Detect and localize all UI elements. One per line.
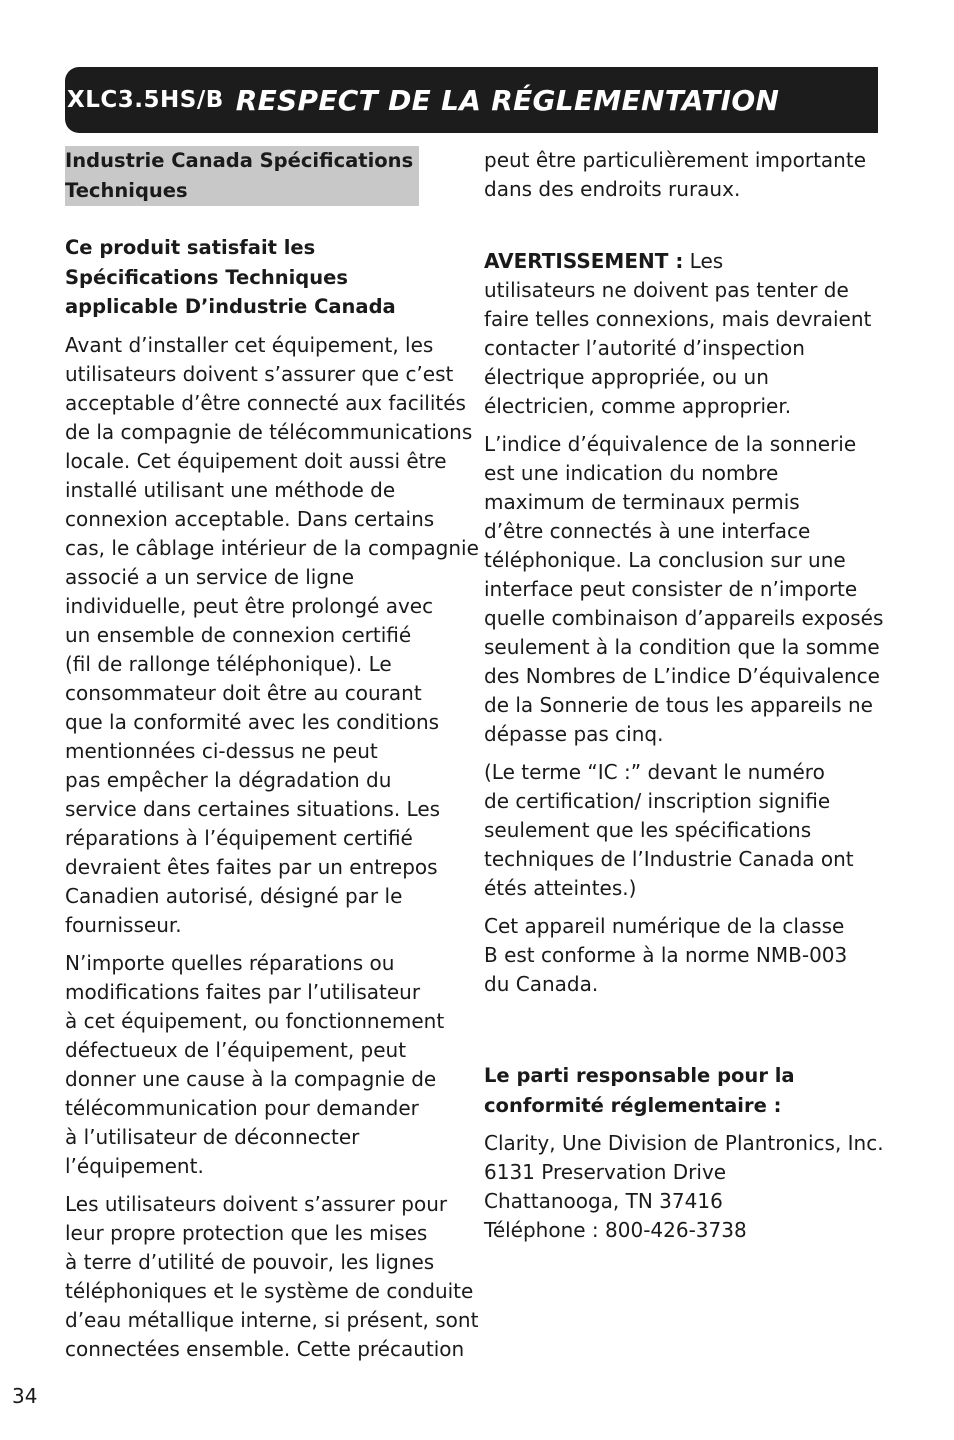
text-line: que la conformité avec les conditions	[65, 709, 440, 734]
text-line: (fil de rallonge téléphonique). Le	[65, 651, 392, 676]
text-line: défectueux de l’équipement, peut	[65, 1037, 407, 1062]
paragraph-ringer-equivalence	[484, 430, 884, 749]
text-line: devraient êtes faites par un entrepos	[65, 854, 438, 879]
text-line: pas empêcher la dégradation du	[65, 767, 392, 792]
text-line: réparations à l’équipement certifié	[65, 825, 413, 850]
text-line: dans des endroits ruraux.	[484, 177, 741, 201]
text-line: faire telles connexions, mais devraient	[484, 307, 872, 331]
section-heading	[65, 146, 419, 206]
text-line: individuelle, peut être prolongé avec	[65, 593, 434, 618]
warning-label: AVERTISSEMENT :	[484, 249, 684, 273]
responsible-heading-line: Le parti responsable pour la	[484, 1064, 795, 1087]
text-line: utilisateurs ne doivent pas tenter de	[484, 278, 849, 302]
text-line: seulement que les spécifications	[484, 818, 812, 842]
text-line: du Canada.	[484, 972, 599, 996]
text-line: mentionnées ci-dessus ne peut	[65, 738, 378, 763]
text-line: seulement à la condition que la somme	[484, 635, 880, 659]
text-line: Chattanooga, TN 37416	[484, 1189, 723, 1213]
text-line: de la Sonnerie de tous les appareils ne	[484, 693, 873, 717]
text-line: d’eau métallique interne, si présent, sont	[65, 1307, 479, 1332]
text-line: Les utilisateurs doivent s’assurer pour	[65, 1191, 448, 1216]
address-block	[484, 1129, 884, 1245]
text-line: connectées ensemble. Cette précaution	[65, 1336, 465, 1361]
paragraph-grounding	[65, 1190, 479, 1364]
paragraph-continuation	[484, 146, 884, 204]
text-line: connexion acceptable. Dans certains	[65, 506, 435, 531]
text-line: quelle combinaison d’appareils exposés	[484, 606, 884, 630]
responsible-party-heading	[484, 1061, 884, 1120]
bold-heading	[65, 233, 465, 322]
paragraph-warning	[484, 247, 884, 421]
text-line: télécommunication pour demander	[65, 1095, 419, 1120]
text-line: service dans certaines situations. Les	[65, 796, 441, 821]
page-title: RESPECT DE LA RÉGLEMENTATION	[235, 83, 780, 117]
paragraph-repairs	[65, 949, 465, 1181]
text-line: fournisseur.	[65, 912, 182, 937]
text-line: 6131 Preservation Drive	[484, 1160, 727, 1184]
section-heading-line: Industrie Canada Spécifications	[65, 149, 414, 172]
text-line: maximum de terminaux permis	[484, 490, 800, 514]
paragraph-ic-term	[484, 758, 884, 903]
warning-first-line	[484, 247, 884, 276]
text-line: donner une cause à la compagnie de	[65, 1066, 437, 1091]
text-line: associé a un service de ligne	[65, 564, 355, 589]
page-number: 34	[12, 1384, 38, 1408]
text-line: Avant d’installer cet équipement, les	[65, 332, 434, 357]
page-header	[65, 67, 878, 133]
text-line: un ensemble de connexion certifié	[65, 622, 412, 647]
text-line: à terre d’utilité de pouvoir, les lignes	[65, 1249, 435, 1274]
text-line: cas, le câblage intérieur de la compagnie	[65, 535, 479, 560]
text-line: l’équipement.	[65, 1153, 204, 1178]
text-line: Cet appareil numérique de la classe	[484, 914, 845, 938]
section-heading-line: Techniques	[65, 179, 188, 202]
text-line: modifications faites par l’utilisateur	[65, 979, 421, 1004]
text-line: électrique appropriée, ou un	[484, 365, 769, 389]
text-line: dépasse pas cinq.	[484, 722, 664, 746]
text-line: à cet équipement, ou fonctionnement	[65, 1008, 445, 1033]
text-line: utilisateurs doivent s’assurer que c’est	[65, 361, 454, 386]
text-line: téléphoniques et le système de conduite	[65, 1278, 474, 1303]
text-line: installé utilisant une méthode de	[65, 477, 396, 502]
bold-heading-line: Spécifications Techniques	[65, 265, 348, 289]
text-line: contacter l’autorité d’inspection	[484, 336, 805, 360]
paragraph-installation	[65, 331, 479, 940]
right-column	[484, 146, 884, 1245]
text-line: L’indice d’équivalence de la sonnerie	[484, 432, 857, 456]
left-column	[65, 146, 479, 1364]
text-line: de la compagnie de télécommunications	[65, 419, 473, 444]
responsible-heading-line: conformité réglementaire :	[484, 1093, 782, 1117]
text-line: Canadien autorisé, désigné par le	[65, 883, 403, 908]
text-line: acceptable d’être connecté aux facilités	[65, 390, 466, 415]
text-line: de certification/ inscription signifie	[484, 789, 831, 813]
text-line: téléphonique. La conclusion sur une	[484, 548, 846, 572]
text-line: Clarity, Une Division de Plantronics, Inc.	[484, 1131, 884, 1155]
warning-first-text: Les	[683, 249, 724, 273]
text-line: étés atteintes.)	[484, 876, 637, 900]
text-line: interface peut consister de n’importe	[484, 577, 858, 601]
paragraph-nmb-003	[484, 912, 884, 999]
bold-heading-line: applicable D’industrie Canada	[65, 295, 396, 318]
warning-rest	[484, 276, 884, 421]
text-line: consommateur doit être au courant	[65, 680, 422, 705]
text-line: à l’utilisateur de déconnecter	[65, 1124, 360, 1149]
text-line: des Nombres de L’indice D’équivalence	[484, 664, 880, 688]
text-line: B est conforme à la norme NMB-003	[484, 943, 848, 967]
text-line: électricien, comme approprier.	[484, 394, 792, 418]
text-line: locale. Cet équipement doit aussi être	[65, 448, 447, 473]
text-line: Téléphone : 800-426-3738	[484, 1218, 747, 1242]
text-line: peut être particulièrement importante	[484, 148, 866, 172]
text-line: techniques de l’Industrie Canada ont	[484, 847, 854, 871]
text-line: est une indication du nombre	[484, 461, 779, 485]
model-number: XLC3.5HS/B	[67, 87, 224, 113]
bold-heading-line: Ce produit satisfait les	[65, 236, 316, 259]
text-line: N’importe quelles réparations ou	[65, 950, 395, 975]
text-line: leur propre protection que les mises	[65, 1220, 428, 1245]
text-line: d’être connectés à une interface	[484, 519, 811, 543]
text-line: (Le terme “IC :” devant le numéro	[484, 760, 825, 784]
